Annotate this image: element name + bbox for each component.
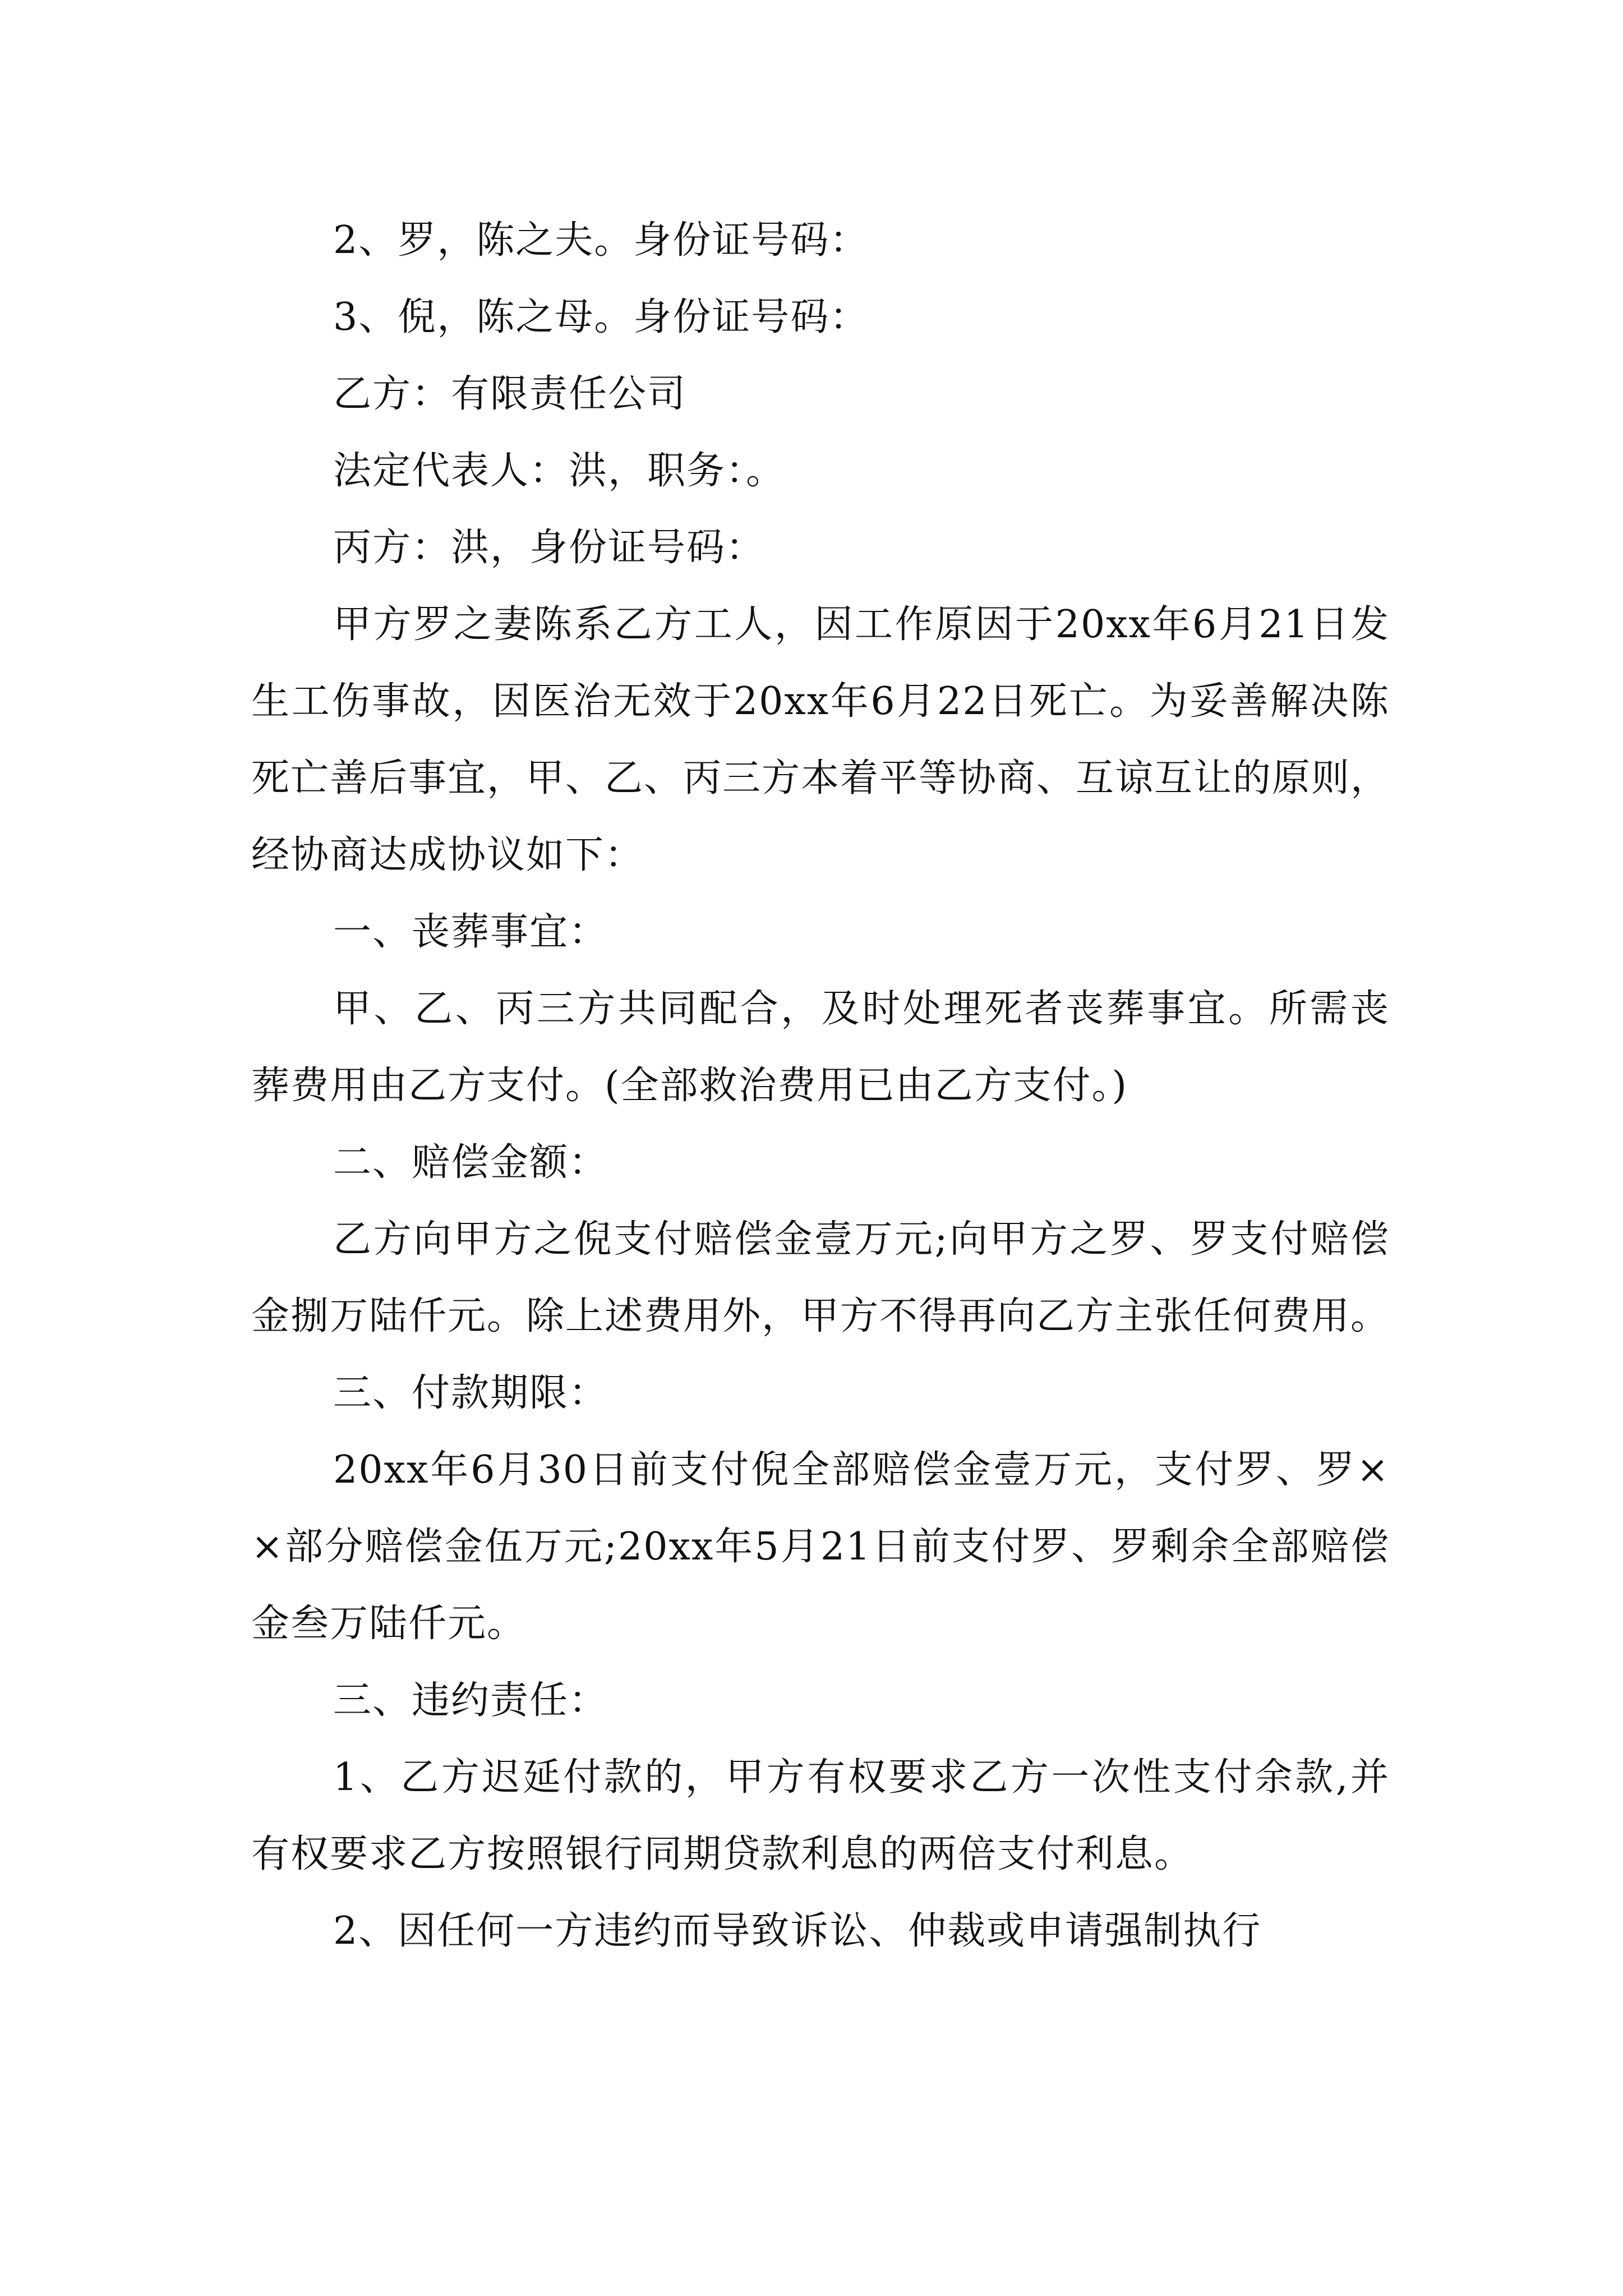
legal-representative: 法定代表人：洪，职务：。 [333,449,786,493]
funeral-paragraph: 甲、乙、丙三方共同配合，及时处理死者丧葬事宜。所需丧葬费用由乙方支付。(全部救治费用已由乙方支付。) [251,987,1390,1108]
section-heading-liability: 三、违约责任： [333,1678,608,1723]
liability-paragraph-1: 1、乙方迟延付款的，甲方有权要求乙方一次性支付余款,并有权要求乙方按照银行同期贷款利息的两倍支付利息。 [251,1755,1390,1876]
party-a-member-3: 3、倪，陈之母。身份证号码： [333,295,869,339]
section-heading-funeral: 一、丧葬事宜： [333,910,608,954]
compensation-paragraph: 乙方向甲方之倪支付赔偿金壹万元;向甲方之罗、罗支付赔偿金捌万陆仟元。除上述费用外，甲方不得再向乙方主张任何费用。 [251,1217,1390,1338]
party-c: 丙方：洪，身份证号码： [333,526,766,570]
document-body [251,202,1390,1970]
liability-paragraph-2: 2、因任何一方违约而导致诉讼、仲裁或申请强制执行 [333,1909,1262,1953]
party-b: 乙方：有限责任公司 [333,372,687,416]
party-a-member-2: 2、罗，陈之夫。身份证号码： [333,218,869,263]
section-heading-payment-term: 三、付款期限： [333,1371,608,1415]
section-heading-compensation: 二、赔偿金额： [333,1140,608,1185]
payment-term-paragraph: 20xx年6月30日前支付倪全部赔偿金壹万元，支付罗、罗××部分赔偿金伍万元;20xx年5月21日前支付罗、罗剩余全部赔偿金叁万陆仟元。 [251,1448,1390,1646]
background-paragraph: 甲方罗之妻陈系乙方工人，因工作原因于20xx年6月21日发生工伤事故，因医治无效于20xx年6月22日死亡。为妥善解决陈死亡善后事宜，甲、乙、丙三方本着平等协商、互谅互让的原则，经协商达成协议如下： [251,602,1390,877]
